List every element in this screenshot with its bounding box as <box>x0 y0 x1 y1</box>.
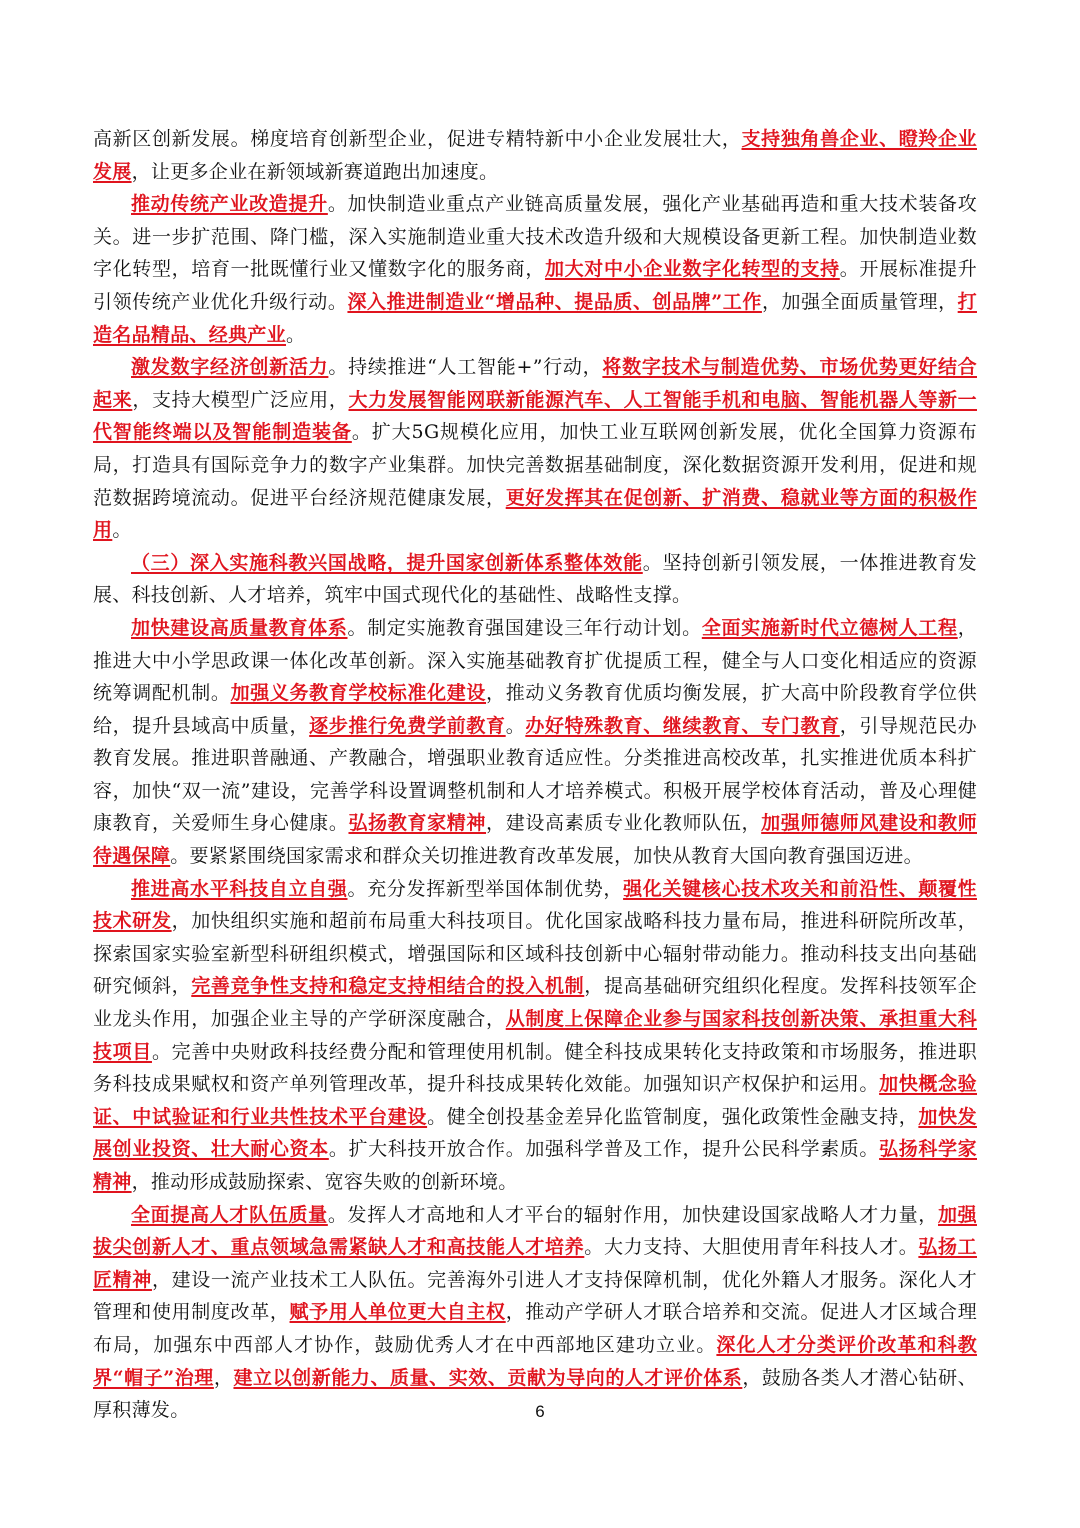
paragraph <box>93 123 977 188</box>
paragraph <box>93 873 977 1199</box>
text-run: ，推动义务教育优质均衡发展，扩大高中阶段教育学位供给，提升县域高中质量， <box>93 682 977 737</box>
highlighted-phrase: 加强义务教育学校标准化建设 <box>230 682 487 705</box>
highlighted-phrase: （三）深入实施科教兴国战略，提升国家创新体系整体效能 <box>131 551 643 574</box>
paragraph <box>93 188 977 351</box>
text-run: ，推动产学研人才联合培养和交流。促进人才区域合理布局，加强东中西部人才协作，鼓励优秀人才在中西部地区建功立业。 <box>93 1301 977 1356</box>
highlighted-phrase: 推动传统产业改造提升 <box>131 193 328 216</box>
text-run: 。发挥人才高地和人才平台的辐射作用，加快建设国家战略人才力量， <box>327 1203 938 1226</box>
paragraph <box>93 547 977 612</box>
text-run: 高新区创新发展。梯度培育创新型企业，促进专精特新中小企业发展壮大， <box>93 128 742 150</box>
text-run: 。坚持创新引领发展，一体推进教育发展、科技创新、人才培养，筑牢中国式现代化的基础性、战略性支撑。 <box>93 551 977 607</box>
highlighted-phrase: 从制度上保障企业参与国家科技创新决策、承担重大科技项目 <box>93 1008 977 1063</box>
text-run: ，提高基础研究组织化程度。发挥科技领军企业龙头作用，加强企业主导的产学研深度融合， <box>93 975 977 1031</box>
text-run: ，建设高素质专业化教师队伍， <box>486 812 762 835</box>
highlighted-phrase: 建立以创新能力、质量、实效、贡献为导向的人才评价体系 <box>233 1366 743 1389</box>
highlighted-phrase: 加大对中小企业数字化转型的支持 <box>545 258 840 281</box>
highlighted-phrase: 加快概念验证、中试验证和行业共性技术平台建设 <box>93 1073 977 1128</box>
highlighted-phrase: 支持独角兽企业、瞪羚企业发展 <box>93 128 977 183</box>
highlighted-phrase: 办好特殊教育、继续教育、专门教育 <box>525 714 840 737</box>
text-run: 。健全创投基金差异化监管制度，强化政策性金融支持， <box>427 1105 919 1128</box>
paragraph <box>93 351 977 547</box>
paragraph <box>93 612 977 873</box>
highlighted-phrase: 加强师德师风建设和教师待遇保障 <box>93 812 977 868</box>
highlighted-phrase: 全面实施新时代立德树人工程 <box>701 616 958 639</box>
highlighted-phrase: 深化人才分类评价改革和科教界“帽子”治理 <box>93 1333 977 1389</box>
text-run: ，鼓励各类人才潜心钻研、厚积薄发。 <box>93 1366 977 1422</box>
text-run: 。制定实施教育强国建设三年行动计划。 <box>347 616 702 639</box>
text-run: ，建设一流产业技术工人队伍。完善海外引进人才支持保障机制，优化外籍人才服务。深化人才管理和使用制度改革， <box>93 1268 977 1324</box>
page-number: 6 <box>535 1402 545 1421</box>
highlighted-phrase: 弘扬工匠精神 <box>93 1236 977 1291</box>
text-run: 。持续推进“人工智能+”行动， <box>328 356 603 379</box>
highlighted-phrase: 完善竞争性支持和稳定支持相结合的投入机制 <box>191 975 585 998</box>
text-run: 。完善中央财政科技经费分配和管理使用机制。健全科技成果转化支持政策和市场服务，推进职务科技成果赋权和资产单列管理改革，提升科技成果转化效能。加强知识产权保护和运用。 <box>93 1040 977 1096</box>
text-run: ，加快组织实施和超前布局重大科技项目。优化国家战略科技力量布局，推进科研院所改革，探索国家实验室新型科研组织模式，增强国际和区域科技创新中心辐射带动能力。推动科技支出向基础研究倾斜， <box>93 910 977 998</box>
highlighted-phrase: 赋予用人单位更大自主权 <box>289 1301 506 1324</box>
highlighted-phrase: 深入推进制造业“增品种、提品质、创品牌”工作 <box>347 290 762 313</box>
text-run: 。开展标准提升引领传统产业优化升级行动。 <box>93 258 977 313</box>
highlighted-phrase: 加快发展创业投资、壮大耐心资本 <box>93 1105 977 1161</box>
text-run: 。 <box>505 714 526 737</box>
highlighted-phrase: 大力发展智能网联新能源汽车、人工智能手机和电脑、智能机器人等新一代智能终端以及智能制造装备 <box>93 388 977 444</box>
highlighted-phrase: 激发数字经济创新活力 <box>131 356 329 379</box>
text-run: 。 <box>286 323 306 346</box>
text-run: 。 <box>112 519 132 542</box>
highlighted-phrase: 全面提高人才队伍质量 <box>131 1203 328 1226</box>
highlighted-phrase: 强化关键核心技术攻关和前沿性、颠覆性技术研发 <box>93 877 977 933</box>
text-run: 。要紧紧围绕国家需求和群众关切推进教育改革发展，加快从教育大国向教育强国迈进。 <box>170 845 923 868</box>
highlighted-phrase: 加强拔尖创新人才、重点领域急需紧缺人才和高技能人才培养 <box>93 1203 977 1259</box>
text-run: ，加强全面质量管理， <box>761 290 958 313</box>
highlighted-phrase: 逐步推行免费学前教育 <box>309 714 506 737</box>
body-text <box>93 123 977 1427</box>
highlighted-phrase: 弘扬教育家精神 <box>348 812 487 835</box>
text-run: 。扩大5G规模化应用，加快工业互联网创新发展，优化全国算力资源布局，打造具有国际竞争力的数字产业集群。加快完善数据基础制度，深化数据资源开发利用，促进和规范数据跨境流动。促进平台经济规范健康发展， <box>93 421 977 509</box>
text-run: ，支持大模型广泛应用， <box>132 388 349 411</box>
highlighted-phrase: 将数字技术与制造优势、市场优势更好结合起来 <box>93 356 977 411</box>
text-run: ，推动形成鼓励探索、宽容失败的创新环境。 <box>131 1171 518 1193</box>
text-run: ，推进大中小学思政课一体化改革创新。深入实施基础教育扩优提质工程，健全与人口变化相适应的资源统筹调配机制。 <box>93 616 977 705</box>
paragraph <box>93 1199 977 1427</box>
highlighted-phrase: 加快建设高质量教育体系 <box>131 616 348 639</box>
highlighted-phrase: 更好发挥其在促创新、扩消费、稳就业等方面的积极作用 <box>93 486 977 542</box>
text-run: ，引导规范民办教育发展。推进职普融通、产教融合，增强职业教育适应性。分类推进高校改革，扎实推进优质本科扩容，加快“双一流”建设，完善学科设置调整机制和人才培养模式。积极开展学校体育活动，普及心理健康教育，关爱师生身心健康。 <box>93 714 977 835</box>
text-run: ，让更多企业在新领域新赛道跑出加速度。 <box>131 160 499 183</box>
highlighted-phrase: 推进高水平科技自立自强 <box>131 877 348 900</box>
text-run: 。大力支持、大胆使用青年科技人才。 <box>584 1236 919 1259</box>
text-run: 。充分发挥新型举国体制优势， <box>347 877 624 900</box>
highlighted-phrase: 弘扬科学家精神 <box>93 1138 977 1193</box>
text-run: 。扩大科技开放合作。加强科学普及工作，提升公民科学素质。 <box>328 1138 880 1161</box>
highlighted-phrase: 打造名品精品、经典产业 <box>93 290 977 346</box>
text-run: 。加快制造业重点产业链高质量发展，强化产业基础再造和重大技术装备攻关。进一步扩范围、降门槛，深入实施制造业重大技术改造升级和大规模设备更新工程。加快制造业数字化转型，培育一批既懂行业又懂数字化的服务商， <box>93 193 977 281</box>
text-run: ， <box>213 1366 234 1389</box>
